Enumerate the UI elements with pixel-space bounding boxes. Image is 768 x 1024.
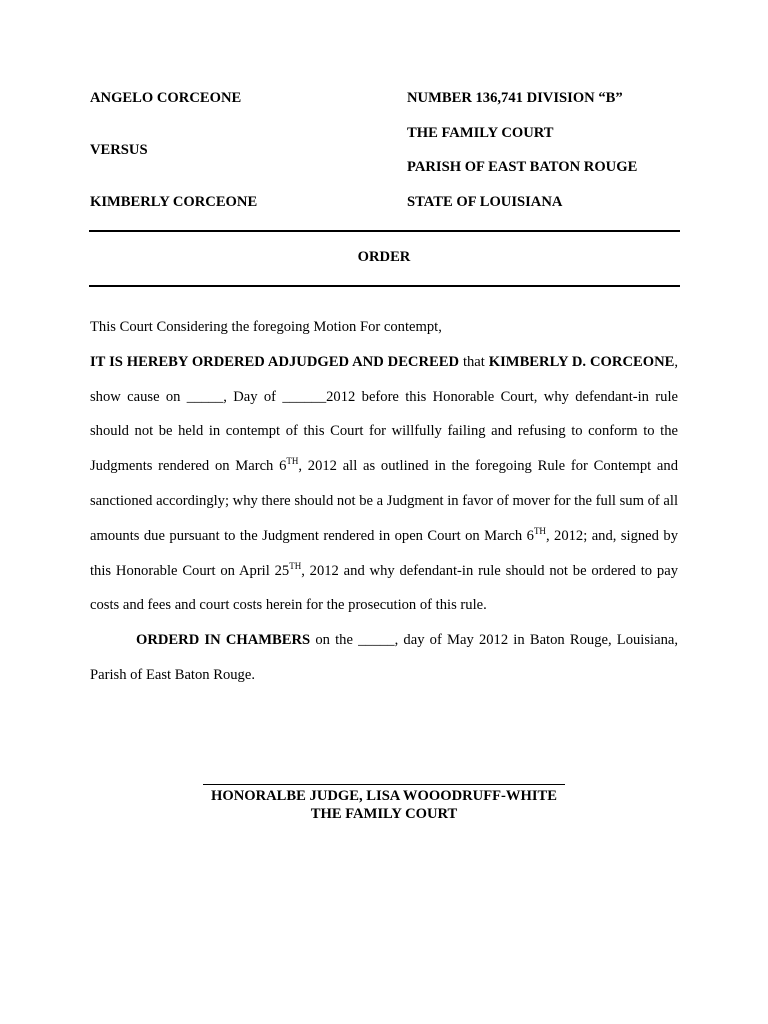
plaintiff-name: ANGELO CORCEONE — [90, 90, 242, 106]
parish-name: PARISH OF EAST BATON ROUGE — [407, 159, 638, 175]
bottom-rule — [89, 285, 680, 287]
court-name: THE FAMILY COURT — [407, 125, 554, 141]
case-number: NUMBER 136,741 DIVISION “B” — [407, 90, 623, 106]
order-phrase: IT IS HEREBY ORDERED ADJUDGED AND DECREED — [90, 353, 460, 370]
judge-name: HONORALBE JUDGE, LISA WOOODRUFF-WHITE — [211, 788, 557, 804]
state-name: STATE OF LOUISIANA — [407, 194, 563, 210]
signature-line — [203, 784, 565, 785]
defendant-full-name: KIMBERLY D. CORCEONE — [488, 353, 675, 370]
versus-label: VERSUS — [90, 142, 148, 158]
signature-block — [203, 787, 565, 823]
order-paragraph: IT IS HEREBY ORDERED ADJUDGED AND DECREED that KIMBERLY D. CORCEONE, show cause on _____, Day of ______2012 before this Honorable Court, why defendant-in rule should not be held in contempt of this Court for willfully failing and refusing to conform to the Judgments rendered on March 6TH, 2012 all as outlined in the foregoing Rule for Contempt and sanctioned accordingly; why there should not be a Judgment in favor of mover for the full sum of all amounts due pursuant to the Judgment rendered in open Court on March 6TH, 2012; and, signed by this Honorable Court on April 25TH, 2012 and why defendant-in rule should not be ordered to pay costs and fees and court costs herein for the prosecution of this rule. — [90, 353, 679, 614]
chambers-paragraph: ORDERD IN CHAMBERS on the _____, day of May 2012 in Baton Rouge, Louisiana, Parish of East Baton Rouge. — [90, 632, 678, 683]
document-title: ORDER — [357, 249, 411, 265]
top-rule — [89, 230, 680, 232]
signature-court: THE FAMILY COURT — [310, 806, 458, 822]
defendant-name: KIMBERLY CORCEONE — [90, 194, 258, 210]
order-body — [90, 310, 678, 693]
intro-paragraph: This Court Considering the foregoing Motion For contempt, — [90, 319, 442, 335]
chambers-phrase: ORDERD IN CHAMBERS — [136, 632, 311, 649]
